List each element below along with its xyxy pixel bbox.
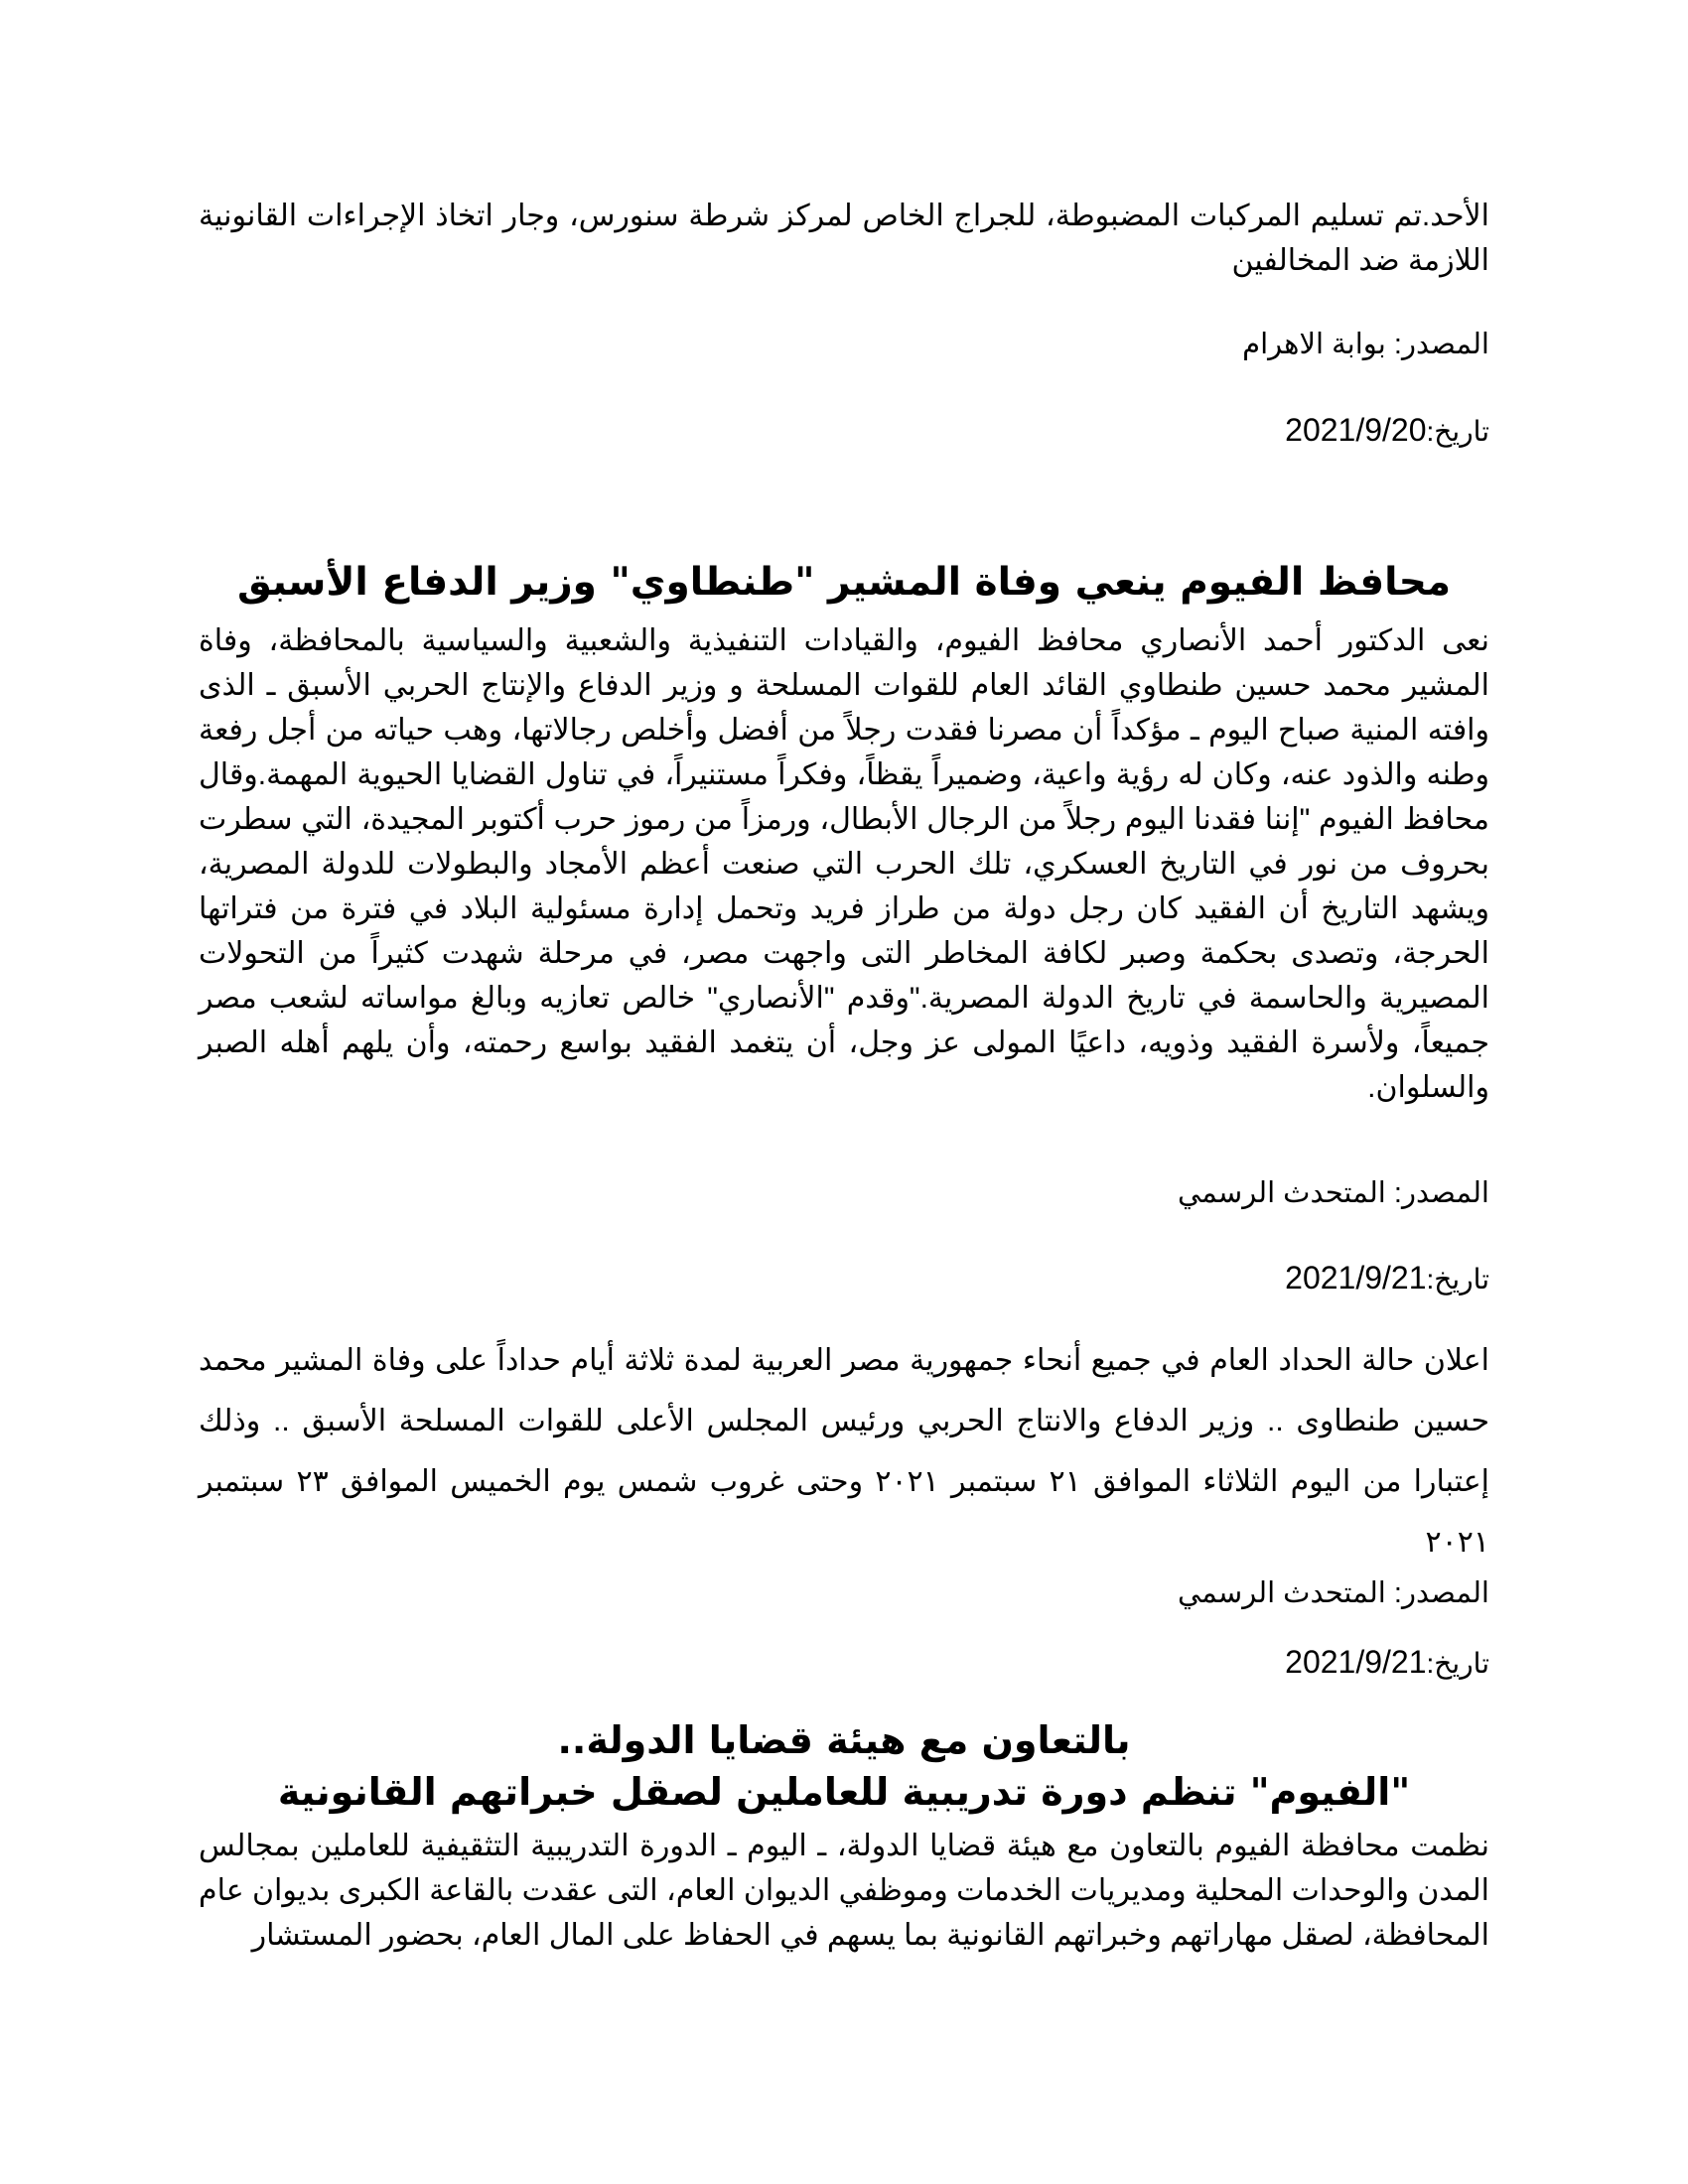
- date-value: 2021/9/21: [1285, 1260, 1427, 1296]
- date-label: تاريخ:: [1426, 416, 1489, 447]
- date-line: [199, 1642, 1489, 1684]
- article2-date-row: [199, 1642, 1489, 1684]
- document-page: [199, 0, 1489, 2184]
- source-line: المصدر: المتحدث الرسمي: [1178, 1577, 1489, 1609]
- source-line: المصدر: المتحدث الرسمي: [1178, 1177, 1489, 1209]
- top-item: [199, 194, 1489, 283]
- article1-date-row: [199, 1258, 1489, 1299]
- article-body: اعلان حالة الحداد العام في جميع أنحاء جمهورية مصر العربية لمدة ثلاثة أيام حداداً على وفاة المشير محمد حسين طنطاوى .. وزير الدفاع والانتاج الحربي ورئيس المجلس الأعلى للقوات المسلحة الأسبق .. وذلك إعتبارا من اليوم الثلاثاء الموافق ٢١ سبتمبر ٢٠٢١ وحتى غروب شمس يوم الخميس الموافق ٢٣ سبتمبر ٢٠٢١: [199, 1344, 1489, 1559]
- date-label: تاريخ:: [1426, 1264, 1489, 1295]
- article1-body-row: [199, 618, 1489, 1110]
- article-headline: محافظ الفيوم ينعي وفاة المشير "طنطاوي" وزير الدفاع الأسبق: [236, 560, 1452, 605]
- date-value: 2021/9/21: [1285, 1644, 1427, 1680]
- date-line: [199, 410, 1489, 452]
- article-body: نعى الدكتور أحمد الأنصاري محافظ الفيوم، والقيادات التنفيذية والشعبية والسياسية بالمحافظة، وفاة المشير محمد حسين طنطاوي القائد العام للقوات المسلحة و وزير الدفاع والإنتاج الحربي الأسبق ـ الذى وافته المنية صباح اليوم ـ مؤكداً أن مصرنا فقدت رجلاً من أفضل وأخلص رجالاتها، وهب حياته من أجل رفعة وطنه والذود عنه، وكان له رؤية واعية، وضميراً يقظاً، وفكراً مستنيراً، في تناول القضايا الحيوية المهمة.وقال محافظ الفيوم "إننا فقدنا اليوم رجلاً من الرجال الأبطال، ورمزاً من رموز حرب أكتوبر المجيدة، التي سطرت بحروف من نور في التاريخ العسكري، تلك الحرب التي صنعت أعظم الأمجاد والبطولات للدولة المصرية، ويشهد التاريخ أن الفقيد كان رجل دولة من طراز فريد وتحمل إدارة مسئولية البلاد في فترة من فتراتها الحرجة، وتصدى بحكمة وصبر لكافة المخاطر التى واجهت مصر، في مرحلة شهدت كثيراً من التحولات المصيرية والحاسمة في تاريخ الدولة المصرية."وقدم "الأنصاري" خالص تعازيه وبالغ مواساته لشعب مصر جميعاً، ولأسرة الفقيد وذويه، داعيًا المولى عز وجل، أن يتغمد الفقيد بواسع رحمته، وأن يلهم أهله الصبر والسلوان.: [199, 624, 1489, 1104]
- top-item-source-row: [199, 325, 1489, 364]
- article2-source-row: [199, 1573, 1489, 1613]
- date-label: تاريخ:: [1426, 1648, 1489, 1679]
- article1-source-row: [199, 1173, 1489, 1213]
- top-item-text: الأحد.تم تسليم المركبات المضبوطة، للجراج الخاص لمركز شرطة سنورس، وجار اتخاذ الإجراءات القانونية اللازمة ضد المخالفين: [199, 200, 1489, 277]
- date-line: [199, 1258, 1489, 1299]
- article3-headline-row: [199, 1714, 1489, 1818]
- top-item-date-row: [199, 410, 1489, 452]
- article-body: نظمت محافظة الفيوم بالتعاون مع هيئة قضايا الدولة، ـ اليوم ـ الدورة التدريبية التثقيفية للعاملين بمجالس المدن والوحدات المحلية ومديريات الخدمات وموظفي الديوان العام، التى عقدت بالقاعة الكبرى بديوان عام المحافظة، لصقل مهاراتهم وخبراتهم القانونية بما يسهم في الحفاظ على المال العام، بحضور المستشار: [199, 1830, 1489, 1952]
- article-headline-line2: "الفيوم" تنظم دورة تدريبية للعاملين لصقل خبراتهم القانونية: [277, 1770, 1411, 1814]
- source-line: المصدر: بوابة الاهرام: [1242, 329, 1489, 360]
- article-headline-line1: بالتعاون مع هيئة قضايا الدولة..: [557, 1718, 1131, 1762]
- article1-headline-row: [199, 557, 1489, 609]
- article2-body-row: [199, 1330, 1489, 1572]
- date-value: 2021/9/20: [1285, 412, 1427, 448]
- article3-body-row: [199, 1824, 1489, 1958]
